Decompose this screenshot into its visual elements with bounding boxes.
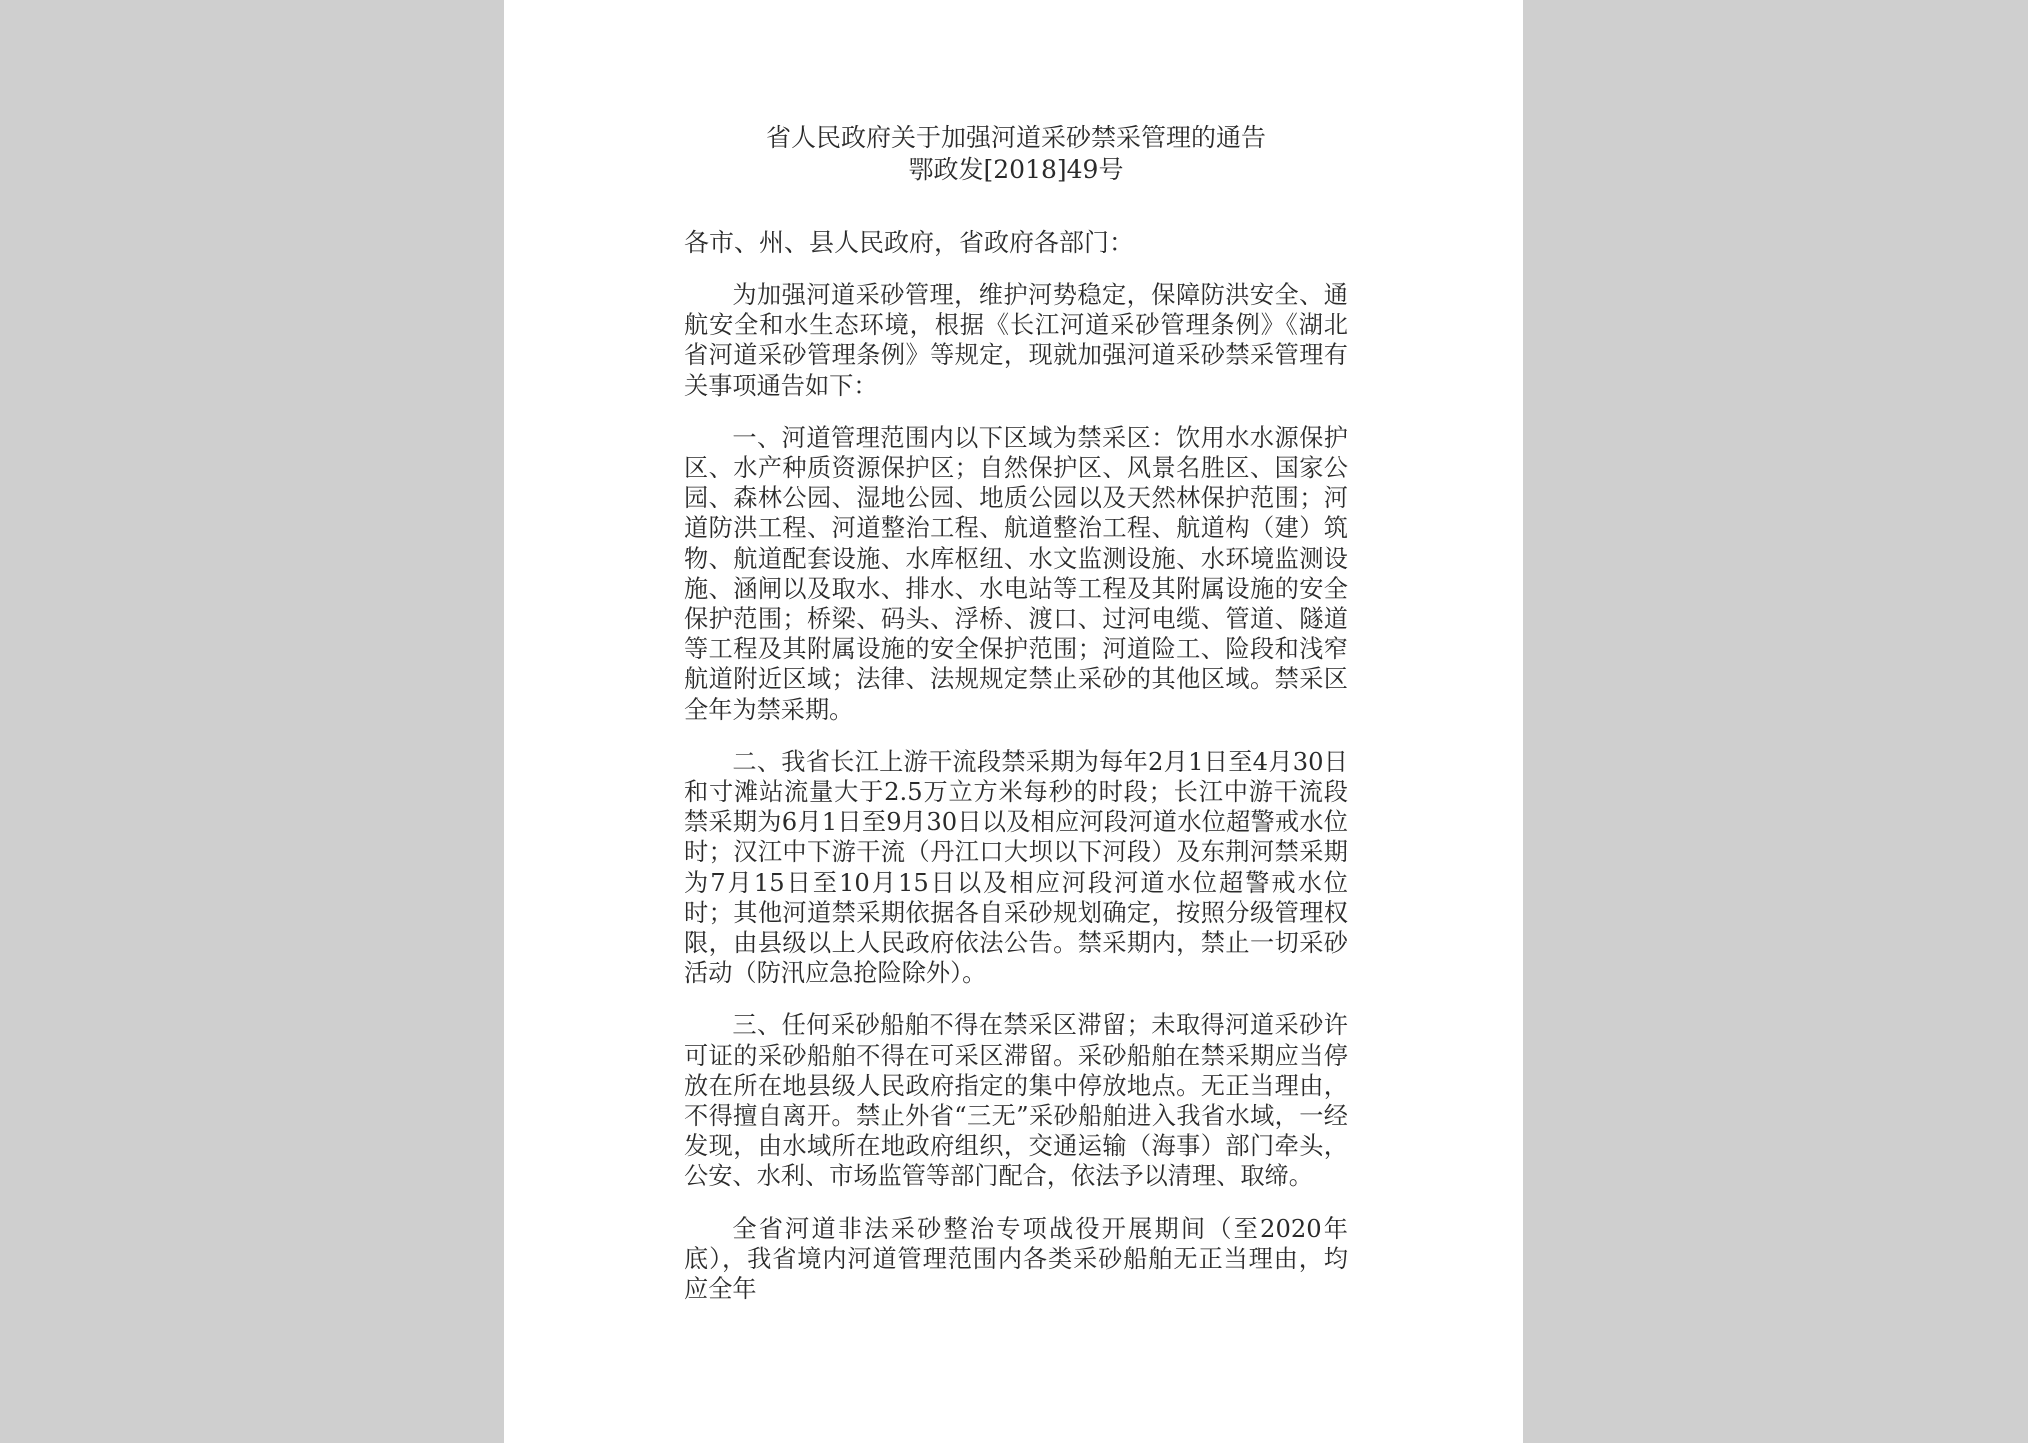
- document-number: 鄂政发[2018]49号: [908, 155, 1124, 184]
- paragraph-intro: 为加强河道采砂管理，维护河势稳定，保障防洪安全、通航安全和水生态环境，根据《长江河道采砂管理条例》《湖北省河道采砂管理条例》等规定，现就加强河道采砂禁采管理有关事项通告如下：: [684, 281, 1348, 400]
- document-page: [504, 0, 1523, 1443]
- paragraph-section-4: 全省河道非法采砂整治专项战役开展期间（至2020年底），我省境内河道管理范围内各类采砂船舶无正当理由，均应全年: [684, 1214, 1348, 1304]
- document-title: 省人民政府关于加强河道采砂禁采管理的通告: [765, 123, 1266, 152]
- document-body: [684, 122, 1348, 1326]
- paragraph-section-3: 三、任何采砂船舶不得在禁采区滞留；未取得河道采砂许可证的采砂船舶不得在可采区滞留。采砂船舶在禁采期应当停放在所在地县级人民政府指定的集中停放地点。无正当理由，不得擅自离开。禁止外省“三无”采砂船舶进入我省水域，一经发现，由水域所在地政府组织，交通运输（海事）部门牵头，公安、水利、市场监管等部门配合，依法予以清理、取缔。: [684, 1011, 1348, 1191]
- paragraph-section-2: 二、我省长江上游干流段禁采期为每年2月1日至4月30日和寸滩站流量大于2.5万立方米每秒的时段；长江中游干流段禁采期为6月1日至9月30日以及相应河段河道水位超警戒水位时；汉江中下游干流（丹江口大坝以下河段）及东荆河禁采期为7月15日至10月15日以及相应河段河道水位超警戒水位时；其他河道禁采期依据各自采砂规划确定，按照分级管理权限，由县级以上人民政府依法公告。禁采期内，禁止一切采砂活动（防汛应急抢险除外）。: [684, 747, 1348, 988]
- salutation: 各市、州、县人民政府，省政府各部门：: [684, 228, 1135, 257]
- paragraph-section-1: 一、河道管理范围内以下区域为禁采区：饮用水水源保护区、水产种质资源保护区；自然保护区、风景名胜区、国家公园、森林公园、湿地公园、地质公园以及天然林保护范围；河道防洪工程、河道整治工程、航道整治工程、航道构（建）筑物、航道配套设施、水库枢纽、水文监测设施、水环境监测设施、涵闸以及取水、排水、水电站等工程及其附属设施的安全保护范围；桥梁、码头、浮桥、渡口、过河电缆、管道、隧道等工程及其附属设施的安全保护范围；河道险工、险段和浅窄航道附近区域；法律、法规规定禁止采砂的其他区域。禁采区全年为禁采期。: [684, 423, 1348, 724]
